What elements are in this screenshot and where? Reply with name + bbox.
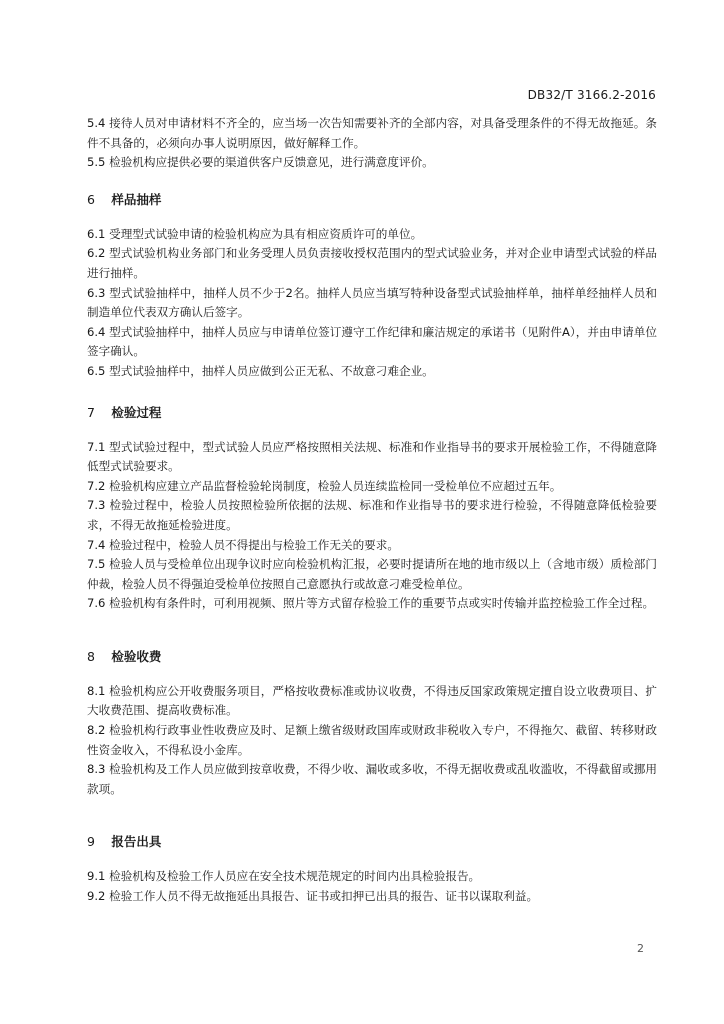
section-heading [87, 833, 657, 851]
section-number: 7 [87, 404, 95, 420]
section-title: 报告出具 [111, 834, 162, 850]
clause-9-2: 9.2 检验工作人员不得无故拖延出具报告、证书或扣押已出具的报告、证书以谋取利益。 [87, 889, 539, 904]
clause-5-5: 5.5 检验机构应提供必要的渠道供客户反馈意见，进行满意度评价。 [87, 155, 434, 170]
section-number: 9 [87, 834, 95, 850]
clause-5-4: 5.4 接待人员对申请材料不齐全的，应当场一次告知需要补齐的全部内容，对具备受理条件的不得无故拖延。条件不具备的，必须向办事人说明原因，做好解释工作。 [87, 116, 657, 150]
clause-7-4: 7.4 检验过程中，检验人员不得提出与检验工作无关的要求。 [87, 537, 399, 552]
clause-7-1: 7.1 型式试验过程中，型式试验人员应严格按照相关法规、标准和作业指导书的要求开展检验工作，不得随意降低型式试验要求。 [87, 439, 657, 474]
section-7 [87, 404, 657, 614]
clause-7-2: 7.2 检验机构应建立产品监督检验轮岗制度，检验人员连续监检同一受检单位不应超过五年。 [87, 478, 562, 493]
clause-7-5: 7.5 检验人员与受检单位出现争议时应向检验机构汇报，必要时提请所在地的地市级以上（含地市级）质检部门仲裁，检验人员不得强迫受检单位按照自己意愿执行或故意刁难受检单位。 [87, 557, 657, 591]
clause-6-4: 6.4 型式试验抽样中，抽样人员应与申请单位签订遵守工作纪律和廉洁规定的承诺书（见附件A），并由申请单位签字确认。 [87, 324, 657, 359]
clause-7-6: 7.6 检验机构有条件时，可利用视频、照片等方式留存检验工作的重要节点或实时传输并监控检验工作全过程。 [87, 596, 655, 611]
section-number: 8 [87, 648, 95, 664]
document-body [87, 114, 657, 907]
section-9 [87, 833, 657, 906]
section-8 [87, 648, 657, 800]
clause-7-3: 7.3 检验过程中，检验人员按照检验所依据的法规、标准和作业指导书的要求进行检验，不得随意降低检验要求，不得无故拖延检验进度。 [87, 498, 657, 532]
section-title: 检验过程 [111, 404, 162, 420]
document-code: DB32/T 3166.2-2016 [527, 88, 656, 102]
section-heading [87, 191, 657, 209]
clause-8-2: 8.2 检验机构行政事业性收费应及时、足额上缴省级财政国库或财政非税收入专户，不得拖欠、截留、转移财政性资金收入，不得私设小金库。 [87, 723, 657, 757]
clause-6-1: 6.1 受理型式试验申请的检验机构应为具有相应资质许可的单位。 [87, 226, 423, 241]
section-title: 检验收费 [111, 648, 162, 664]
clause-6-3: 6.3 型式试验抽样中，抽样人员不少于2名。抽样人员应当填写特种设备型式试验抽样单，抽样单经抽样人员和制造单位代表双方确认后签字。 [87, 285, 657, 320]
section-6 [87, 191, 657, 382]
clause-9-1: 9.1 检验机构及检验工作人员应在安全技术规范规定的时间内出具检验报告。 [87, 869, 481, 884]
section-heading [87, 404, 657, 422]
section-title: 样品抽样 [111, 191, 162, 207]
section-5-continued [87, 114, 657, 173]
clause-6-5: 6.5 型式试验抽样中，抽样人员应做到公正无私、不故意刁难企业。 [87, 363, 434, 378]
clause-8-3: 8.3 检验机构及工作人员应做到按章收费，不得少收、漏收或多收，不得无据收费或乱收滥收，不得截留或挪用款项。 [87, 762, 657, 796]
clause-6-2: 6.2 型式试验机构业务部门和业务受理人员负责接收授权范围内的型式试验业务，并对企业申请型式试验的样品进行抽样。 [87, 246, 657, 280]
section-number: 6 [87, 191, 95, 207]
page-number: 2 [637, 942, 644, 955]
clause-8-1: 8.1 检验机构应公开收费服务项目，严格按收费标准或协议收费，不得违反国家政策规定擅自设立收费项目、扩大收费范围、提高收费标准。 [87, 683, 657, 718]
section-heading [87, 648, 657, 666]
